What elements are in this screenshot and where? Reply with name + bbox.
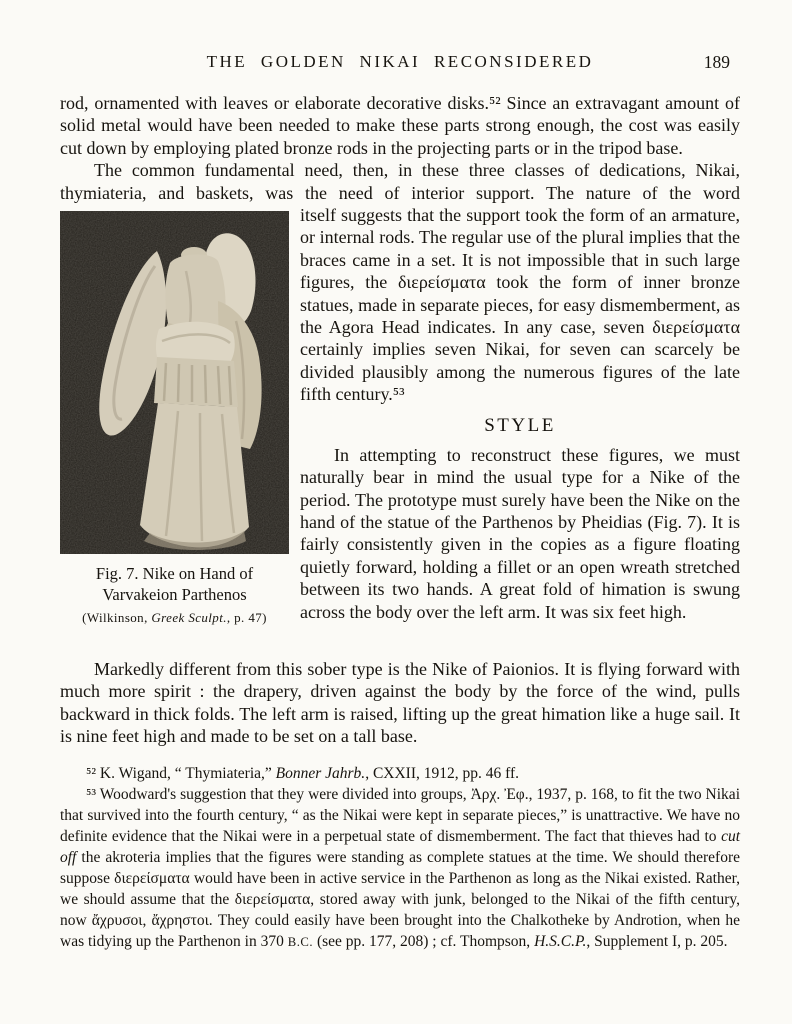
paragraph-2-continued: itself suggests that the support took the form of an armature, or internal rods. The regular use of the plural implies that the braces came in a set. It is not impossible that in such large figures, the διερείσματα took the form of inner bronze statues, made in separate pieces, for easy dismemberment, as the Agora Head indicates. In any case, seven διερείσματα certainly implies seven Nikai, for seven can scarcely be divided plausibly among the numerous figures of the late fifth century.⁵³ bbox=[300, 205, 740, 405]
footnote-52-rest: , CXXII, 1912, pp. 46 ff. bbox=[365, 764, 520, 782]
footnote-53-seg7: , Supplement I, p. 205. bbox=[586, 932, 728, 950]
paragraph-1: rod, ornamented with leaves or elaborate decorative disks.⁵² Since an extravagant amount of solid metal would have been needed to make these parts strong enough, the cost was easily cut down by employing plated bronze rods in the projecting parts or in the tripod base. bbox=[60, 93, 740, 158]
page-number: 189 bbox=[703, 52, 730, 72]
footnote-53-bc: B.C. bbox=[287, 934, 314, 949]
footnote-52-journal: Bonner Jahrb. bbox=[275, 764, 366, 782]
figure-source-suffix: , p. 47) bbox=[226, 610, 267, 626]
figure-caption bbox=[60, 563, 289, 626]
footnote-53-seg3: the akroteria implies that the figures were standing as complete statues at the time. We should therefore suppose διερείσματα would have been in active service in the Parthenon as long as the Nikai existed. Rather, we should assume that the διερείσματα, stored away with junk, belonged to the Nikai of the fifth century, now ἄχρυσοι, ἄχρηστοι. They could easily have been brought into the Chalkotheke by Androtion, when he was tidying up the Parthenon in 370 bbox=[60, 848, 740, 950]
footnotes bbox=[60, 763, 740, 953]
paragraph-2-intro: The common fundamental need, then, in these three classes of dedications, Nikai, thymiateria, and baskets, was the need of interior support. The nature of the word bbox=[60, 160, 740, 203]
figure-7 bbox=[60, 211, 289, 626]
section-heading-style: STYLE bbox=[484, 414, 556, 436]
figure-caption-line2: Varvakeion Parthenos bbox=[102, 585, 247, 605]
footnote-53-hscp: H.S.C.P. bbox=[534, 932, 587, 950]
paragraph-4: Markedly different from this sober type is the Nike of Paionios. It is flying forward with much more spirit : the drapery, driven against the body by the force of the wind, pulls backward in thick folds. The left arm is raised, lifting up the great himation like a huge sail. It is nine feet high and made to be set on a tall base. bbox=[60, 659, 740, 747]
right-column bbox=[300, 204, 740, 623]
paragraph-3: In attempting to reconstruct these figures, we must naturally bear in mind the usual type for a Nike of the period. The prototype must surely have been the Nike on the hand of the statue of the Parthenos by Pheidias (Fig. 7). It is fairly consistently given in the copies as a figure floating quietly forward, holding a fillet or an open wreath stretched between its two hands. A great fold of himation is swung across the body over the left arm. It was six feet high. bbox=[300, 444, 740, 622]
nike-statue-photo bbox=[60, 211, 289, 554]
footnote-52-text: ⁵² K. Wigand, “ Thymiateria,” bbox=[86, 764, 276, 782]
footnote-52 bbox=[60, 763, 740, 784]
figure-source bbox=[60, 610, 289, 626]
figure-caption-line1: Fig. 7. Nike on Hand of bbox=[95, 564, 254, 584]
footnote-53-cut-off: cut off bbox=[60, 827, 740, 866]
footnote-53-seg5: (see pp. 177, 208) ; cf. Thompson, bbox=[313, 932, 535, 950]
figure-source-title: Greek Sculpt. bbox=[151, 610, 227, 626]
footnote-53-seg1: ⁵³ Woodward's suggestion that they were divided into groups, Ἀρχ. Ἐφ., 1937, p. 168, to fit the two Nikai that survived into the fourth century, “ as the Nikai were kept in separate pieces,” is unattractive. We have no definite evidence that the Nikai were in a perpetual state of dismemberment. The fact that thieves had to bbox=[60, 785, 740, 845]
page-header bbox=[60, 52, 740, 76]
figure-and-text-region bbox=[60, 204, 740, 656]
footnote-53 bbox=[60, 784, 740, 953]
figure-source-prefix: (Wilkinson, bbox=[82, 610, 152, 626]
running-title: THE GOLDEN NIKAI RECONSIDERED bbox=[206, 52, 594, 71]
